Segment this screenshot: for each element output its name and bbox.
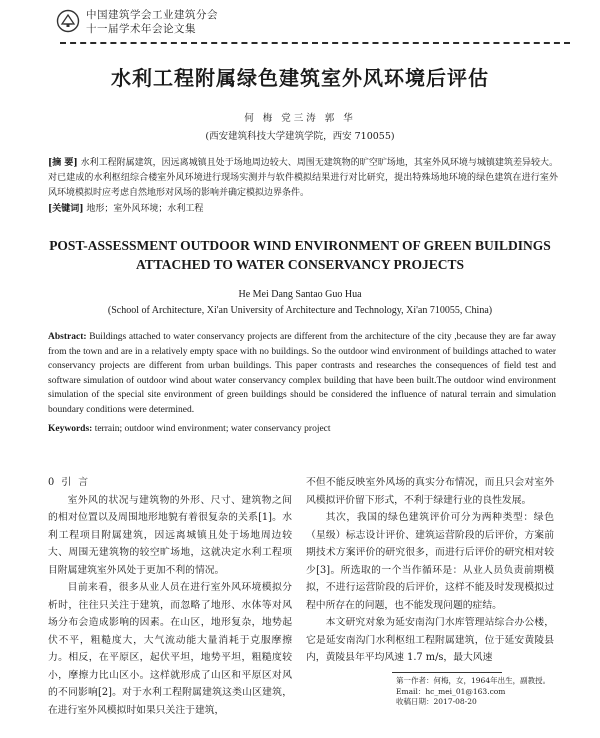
keywords-en [48,424,556,434]
paper-title-en-line-2: ATTACHED TO WATER CONSERVANCY PROJECTS [135,257,465,272]
section-heading: 0 引 言 [48,477,91,488]
keywords-cn [48,202,558,216]
header-divider [60,42,570,44]
body-paragraph: 其次，我国的绿色建筑评价可分为两种类型：绿色（星级）标志设计评价、建筑运营阶段的后评价，方案前期技术方案评价的研究很多，而进行后评价的研究相对较少[3]。所选取的一个当作循环是：从业人员负责前期模拟，不进行运营阶段的后评价，这样不能及时发现模拟过程中所存在的问题，也不能发现问题的症结。 [306,512,554,611]
affiliation-cn: (西安建筑科技大学建筑学院，西安 710055) [205,131,395,142]
paper-title-cn: 水利工程附属绿色建筑室外风环境后评估 [111,66,489,90]
paper-title-en [40,236,560,274]
body-paragraph: 不但不能反映室外风场的真实分布情况，而且只会对室外风模拟评价留下形式，不利于绿建行业的良性发展。 [306,477,554,506]
keywords-en-label: Keywords: [48,424,93,434]
footnote-author: 第一作者：何梅，女，1964年出生，副教授。 [396,676,551,685]
header-line-2: 十一届学术年会论文集 [86,23,196,35]
body-column-left [48,474,292,719]
footnote-divider [392,672,502,673]
abstract-cn [48,156,558,201]
affiliation-en: (School of Architecture, Xi'an University of Architecture and Technology, Xi'an 710055, China) [107,305,493,316]
paper-title-en-line-1: POST-ASSESSMENT OUTDOOR WIND ENVIRONMENT OF GREEN BUILDINGS [49,238,551,253]
footnote-email: Email：hc_mei_01@163.com [396,686,506,696]
abstract-cn-text: 水利工程附属建筑，因远离城镇且处于场地周边较大、周围无建筑物的旷空旷场地，其室外风环境与城镇建筑差异较大。对已建成的水利枢纽综合楼室外风环境进行现场实测并与软件模拟结果进行对比研究，提出特殊场地环境的绿色建筑在进行室外风环境模拟时应考虑自然地形对风场的影响并确定模拟边界条件。 [48,158,558,198]
abstract-en-text: Buildings attached to water conservancy projects are different from the architecture of the city ,because they are far away from the town and are in a relatively empty space with no buildings. So the outdoor wind environment of buildings attached to water conservancy projects are different from urban buildings. This paper contrasts and researches the consequences of field test and software simulation of outdoor wind about water conservancy complex building that have been built.The outdoor wind environment simulation of the special site environment of green buildings should be considered the influence of natural terrain and simulation boundary conditions were determined. [48,332,557,415]
header-line-1: 中国建筑学会工业建筑分会 [86,9,218,21]
body-paragraph: 目前来看，很多从业人员在进行室外风环境模拟分析时，往往只关注于建筑，而忽略了地形、水体等对风场分布会造成影响的因素。在山区，地形复杂，地势起伏不平，粗糙度大，大气流动能大量消耗于克服摩擦力。相反，在平原区，起伏平坦，地势平坦，粗糙度较小，摩擦力比山区小。这样就形成了山区和平原区对风的不同影响[2]。对于水利工程附属建筑这类山区建筑，在进行室外风模拟时如果只关注于建筑， [48,582,292,716]
authors-cn: 何 梅 党三涛 郭 华 [244,113,356,124]
society-emblem-icon [56,9,80,33]
footnote [396,676,566,708]
abstract-en-label: Abstract: [48,332,87,342]
journal-header [86,8,218,36]
keywords-cn-text: 地形；室外风环境；水利工程 [86,204,204,214]
keywords-cn-label: [关键词] [48,204,84,214]
authors-en: He Mei Dang Santao Guo Hua [238,289,362,300]
abstract-cn-label: [摘 要] [48,158,78,168]
keywords-en-text: terrain; outdoor wind environment; water conservancy project [94,424,331,434]
abstract-en [48,330,556,417]
body-column-right [306,474,554,667]
footnote-date: 收稿日期：2017-08-20 [396,697,477,706]
body-paragraph: 室外风的状况与建筑物的外形、尺寸、建筑物之间的相对位置以及周围地形地貌有着很复杂的关系[1]。水利工程项目附属建筑，因远离城镇且处于场地周边较大、周围无建筑物的较空旷场地，这就决定水利工程项目附属建筑室外风处于更加不利的情况。 [48,494,292,576]
body-paragraph: 本文研究对象为延安南沟门水库管理站综合办公楼，它是延安南沟门水利枢纽工程附属建筑，位于延安黄陵县内，黄陵县年平均风速 1.7 m/s，最大风速 [306,617,554,663]
